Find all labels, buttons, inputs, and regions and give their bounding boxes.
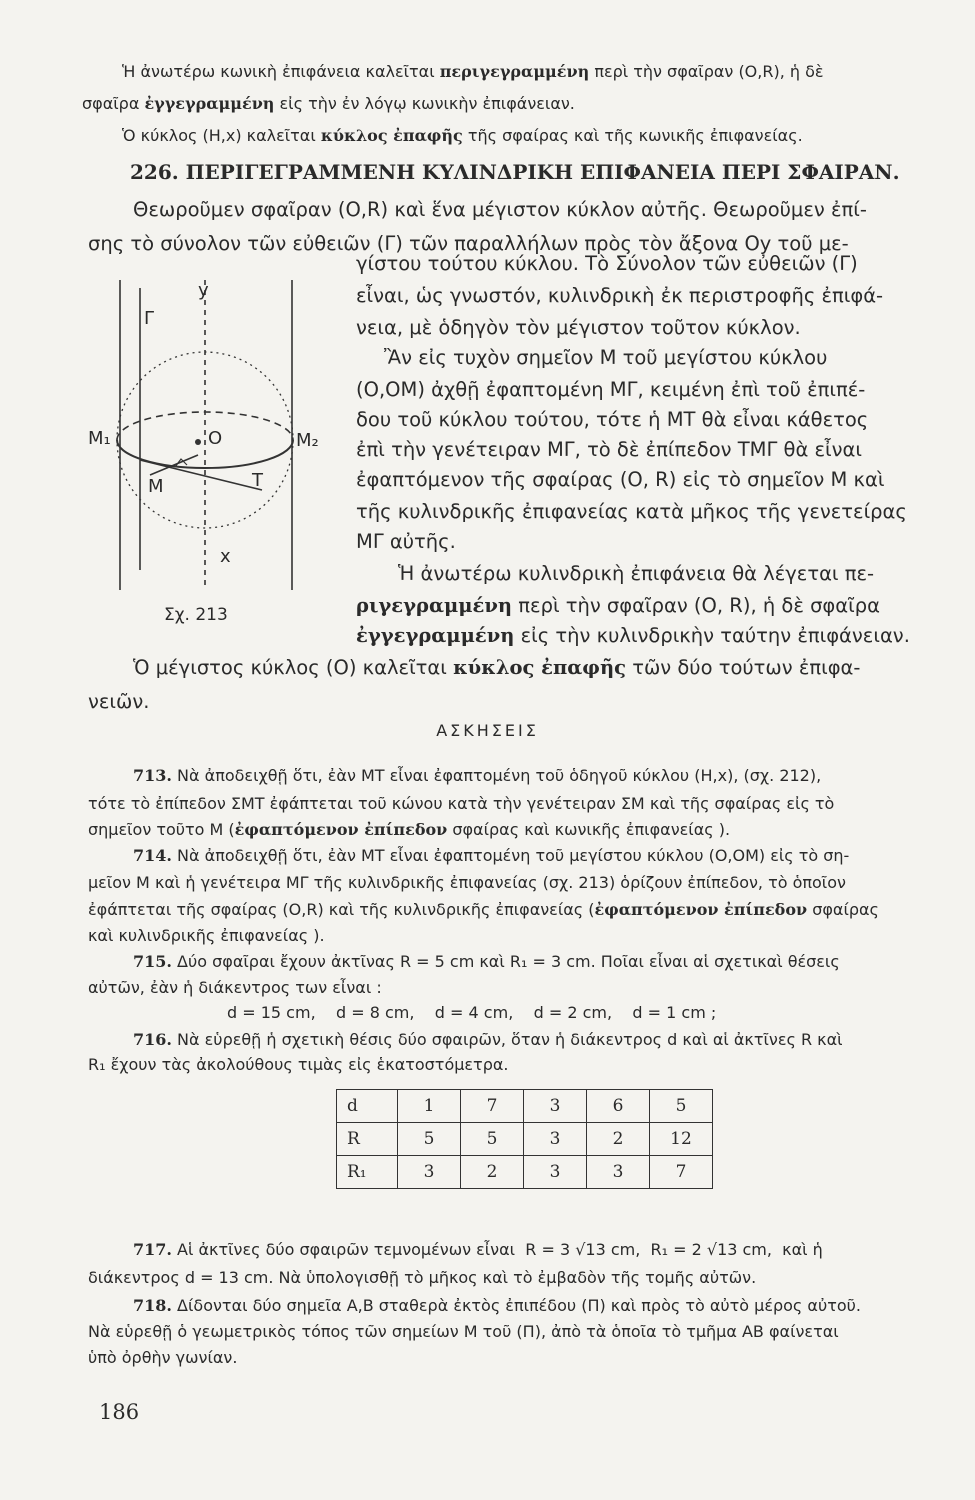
table-row <box>337 1156 713 1189</box>
exercise-714-line-2: μεῖον Μ καὶ ἡ γενέτειρα ΜΓ τῆς κυλινδρικῆς ἐπιφανείας (σχ. 213) ὁρίζουν ἐπίπεδον, τὸ ὁποῖον <box>88 873 846 892</box>
section-line-4: εἶναι, ὡς γνωστόν, κυλινδρικὴ ἐκ περιστροφῆς ἐπιφά- <box>356 284 884 307</box>
table-cell: 12 <box>650 1123 713 1156</box>
exercise-718-line-2: Νὰ εὑρεθῇ ὁ γεωμετρικὸς τόπος τῶν σημείων Μ τοῦ (Π), ἀπὸ τὰ ὁποῖα τὸ τμῆμα ΑΒ φαίνεται <box>88 1322 839 1341</box>
section-line-12: ΜΓ αὐτῆς. <box>356 530 456 553</box>
label-m: Μ <box>148 476 164 497</box>
exercise-718-line-1: 718. Δίδονται δύο σημεῖα Α,Β σταθερὰ ἐκτὸς ἐπιπέδου (Π) καὶ πρὸς τὸ αὐτὸ μέρος αὐτοῦ. <box>133 1296 861 1315</box>
exercise-717-line-2: διάκεντρος d = 13 cm. Νὰ ὑπολογισθῇ τὸ μῆκος καὶ τὸ ἐμβαδὸν τῆς τομῆς αὐτῶν. <box>88 1268 757 1287</box>
figure-caption: Σχ. 213 <box>164 605 228 625</box>
exercise-715-line-3: d = 15 cm, d = 8 cm, d = 4 cm, d = 2 cm, d = 1 cm ; <box>227 1003 717 1022</box>
label-o: Ο <box>208 428 223 449</box>
section-line-17: νειῶν. <box>88 690 150 713</box>
page-number: 186 <box>99 1400 140 1424</box>
section-line-9: ἐπὶ τὴν γενέτειραν ΜΓ, τὸ δὲ ἐπίπεδον ΤΜΓ θὰ εἶναι <box>356 438 862 461</box>
table-cell: 7 <box>461 1090 524 1123</box>
section-line-8: δου τοῦ κύκλου τούτου, τότε ἡ ΜΤ θὰ εἶναι κάθετος <box>356 408 869 431</box>
row-label: R₁ <box>337 1156 398 1189</box>
section-line-7: (Ο,ΟΜ) ἀχθῇ ἐφαπτομένη ΜΓ, κειμένη ἐπὶ τοῦ ἐπιπέ- <box>356 378 866 401</box>
exercise-717-line-1: 717. Αἱ ἀκτῖνες δύο σφαιρῶν τεμνομένων εἶναι R = 3 √13 cm, R₁ = 2 √13 cm, καὶ ἡ <box>133 1240 823 1259</box>
label-m1: Μ₁ <box>88 428 111 449</box>
label-m2: Μ₂ <box>296 430 319 451</box>
section-line-10: ἐφαπτόμενον τῆς σφαίρας (Ο, R) εἰς τὸ σημεῖον Μ καὶ <box>356 468 885 491</box>
section-heading: 226. ΠΕΡΙΓΕΓΡΑΜΜΕΝΗ ΚΥΛΙΝΔΡΙΚΗ ΕΠΙΦΑΝΕΙΑ ΠΕΡΙ ΣΦΑΙΡΑΝ. <box>130 160 900 184</box>
table-cell: 6 <box>587 1090 650 1123</box>
section-line-14: ριγεγραμμένη περὶ τὴν σφαῖραν (Ο, R), ἡ δὲ σφαῖρα <box>356 594 880 617</box>
table-cell: 5 <box>461 1123 524 1156</box>
exercise-714-line-3: ἐφάπτεται τῆς σφαίρας (Ο,R) καὶ τῆς κυλινδρικῆς ἐπιφανείας (ἐφαπτόμενον ἐπίπεδον σφαίρας <box>88 900 879 919</box>
exercises-title: ΑΣΚΗΣΕΙΣ <box>436 721 539 740</box>
section-line-15: ἐγγεγραμμένη εἰς τὴν κυλινδρικὴν ταύτην ἐπιφάνειαν. <box>356 624 910 647</box>
exercise-716-line-1: 716. Νὰ εὑρεθῇ ἡ σχετικὴ θέσις δύο σφαιρῶν, ὅταν ἡ διάκεντρος d καὶ αἱ ἀκτῖνες R καὶ <box>133 1030 843 1049</box>
exercise-713-line-3: σημεῖον τοῦτο Μ (ἐφαπτόμενον ἐπίπεδον σφαίρας καὶ κωνικῆς ἐπιφανείας ). <box>88 820 731 839</box>
table-cell: 1 <box>398 1090 461 1123</box>
table-row <box>337 1123 713 1156</box>
section-line-13: Ἡ ἀνωτέρω κυλινδρικὴ ἐπιφάνεια θὰ λέγεται πε- <box>398 562 875 585</box>
table-cell: 3 <box>524 1123 587 1156</box>
row-label: d <box>337 1090 398 1123</box>
label-t: Τ <box>252 470 263 491</box>
table-cell: 3 <box>524 1090 587 1123</box>
section-line-6: Ἂν εἰς τυχὸν σημεῖον Μ τοῦ μεγίστου κύκλου <box>384 346 828 369</box>
table-row <box>337 1090 713 1123</box>
table-cell: 3 <box>587 1156 650 1189</box>
table-cell: 5 <box>398 1123 461 1156</box>
section-line-11: τῆς κυλινδρικῆς ἐπιφανείας κατὰ μῆκος τῆς γενετείρας <box>356 500 907 523</box>
section-line-16: Ὁ μέγιστος κύκλος (Ο) καλεῖται κύκλος ἐπαφῆς τῶν δύο τούτων ἐπιφα- <box>133 656 861 679</box>
center-o <box>195 439 201 445</box>
table-cell: 5 <box>650 1090 713 1123</box>
exercise-713-line-1: 713. Νὰ ἀποδειχθῇ ὅτι, ἐὰν ΜΤ εἶναι ἐφαπτομένη τοῦ ὁδηγοῦ κύκλου (Η,x), (σχ. 212), <box>133 766 822 785</box>
exercise-715-line-2: αὐτῶν, ἐὰν ἡ διάκεντρος των εἶναι : <box>88 978 382 997</box>
section-line-2: σης τὸ σύνολον τῶν εὐθειῶν (Γ) τῶν παραλλήλων πρὸς τὸν ἄξονα Οy τοῦ με- <box>88 232 849 255</box>
values-table <box>336 1089 713 1189</box>
label-y: y <box>198 280 209 301</box>
table-cell: 2 <box>461 1156 524 1189</box>
table-cell: 2 <box>587 1123 650 1156</box>
intro-line-3: Ὁ κύκλος (Η,x) καλεῖται κύκλος ἐπαφῆς τῆς σφαίρας καὶ τῆς κωνικῆς ἐπιφανείας. <box>122 126 803 145</box>
label-x: x <box>220 546 231 567</box>
great-circle-back <box>117 412 293 440</box>
exercise-714-line-1: 714. Νὰ ἀποδειχθῇ ὅτι, ἐὰν ΜΤ εἶναι ἐφαπτομένη τοῦ μεγίστου κύκλου (Ο,ΟΜ) εἰς τὸ ση- <box>133 846 850 865</box>
table-cell: 7 <box>650 1156 713 1189</box>
row-label: R <box>337 1123 398 1156</box>
exercise-715-line-1: 715. Δύο σφαῖραι ἔχουν ἀκτῖνας R = 5 cm καὶ R₁ = 3 cm. Ποῖαι εἶναι αἱ σχετικαὶ θέσεις <box>133 952 840 971</box>
label-gamma: Γ <box>144 308 155 329</box>
intro-line-2: σφαῖρα ἐγγεγραμμένη εἰς τὴν ἐν λόγῳ κωνικὴν ἐπιφάνειαν. <box>82 94 575 113</box>
exercise-714-line-4: καὶ κυλινδρικῆς ἐπιφανείας ). <box>88 926 325 945</box>
table-cell: 3 <box>398 1156 461 1189</box>
intro-line-1: Ἡ ἀνωτέρω κωνικὴ ἐπιφάνεια καλεῖται περιγεγραμμένη περὶ τὴν σφαῖραν (Ο,R), ἡ δὲ <box>122 62 824 81</box>
table-cell: 3 <box>524 1156 587 1189</box>
section-line-5: νεια, μὲ ὁδηγὸν τὸν μέγιστον τοῦτον κύκλον. <box>356 316 801 339</box>
section-line-3: γίστου τούτου κύκλου. Τὸ Σύνολον τῶν εὐθειῶν (Γ) <box>356 252 858 275</box>
exercise-718-line-3: ὑπὸ ὀρθὴν γωνίαν. <box>88 1348 238 1367</box>
section-line-1: Θεωροῦμεν σφαῖραν (Ο,R) καὶ ἕνα μέγιστον κύκλον αὐτῆς. Θεωροῦμεν ἐπί- <box>133 198 867 221</box>
exercise-713-line-2: τότε τὸ ἐπίπεδον ΣΜΤ ἐφάπτεται τοῦ κώνου κατὰ τὴν γενέτειραν ΣΜ καὶ τῆς σφαίρας εἰς τὸ <box>88 794 835 813</box>
figure-213 <box>80 270 340 634</box>
exercise-716-line-2: R₁ ἔχουν τὰς ἀκολούθους τιμὰς εἰς ἑκατοστόμετρα. <box>88 1055 509 1074</box>
